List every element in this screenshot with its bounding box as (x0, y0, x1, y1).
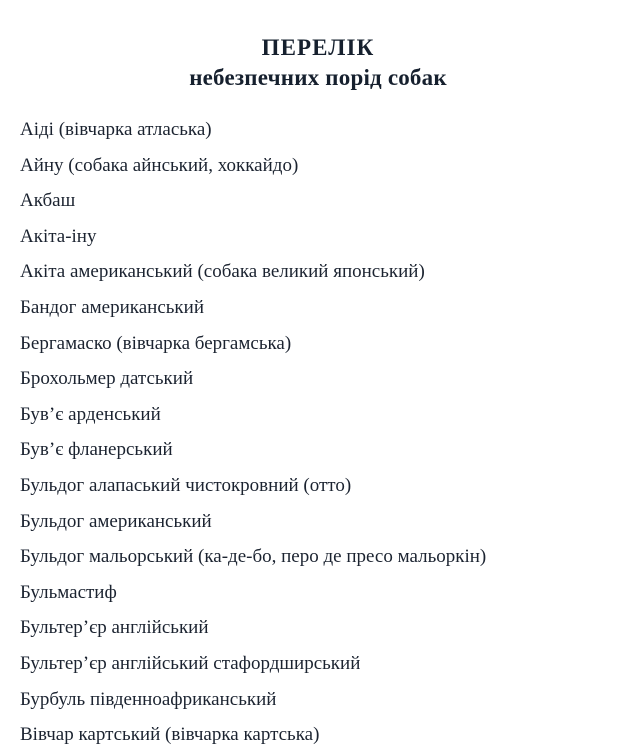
list-item: Брохольмер датський (20, 368, 194, 390)
list-item: Бультер’єр англійський стафордширський (20, 652, 361, 674)
dangerous-dog-breeds-list (20, 112, 620, 753)
list-item: Бандог американський (20, 296, 204, 318)
list-item: Був’є фланерський (20, 439, 173, 461)
list-item: Акіта-іну (20, 225, 97, 247)
page-title (0, 33, 636, 93)
list-item: Вівчар картський (вівчарка картська) (20, 724, 320, 746)
list-item: Бульдог мальорський (ка-де-бо, перо де пресо мальоркін) (20, 546, 487, 568)
list-item: Акіта американський (собака великий японський) (20, 261, 425, 283)
list-item: Бульмастиф (20, 581, 117, 603)
list-item: Бульдог американський (20, 510, 212, 532)
list-item: Бульдог алапаський чистокровний (отто) (20, 474, 352, 496)
list-item: Акбаш (20, 190, 76, 212)
list-item: Був’є арденський (20, 403, 161, 425)
list-item: Айну (собака айнський, хоккайдо) (20, 154, 299, 176)
list-item: Бергамаско (вівчарка бергамська) (20, 332, 292, 354)
list-item: Аіді (вівчарка атласька) (20, 119, 212, 140)
page-title-line-2: небезпечних порід собак (189, 65, 447, 91)
list-item: Бурбуль південноафриканський (20, 688, 277, 710)
list-item: Бультер’єр англійський (20, 617, 209, 639)
page-title-line-1: ПЕРЕЛІК (261, 35, 375, 61)
